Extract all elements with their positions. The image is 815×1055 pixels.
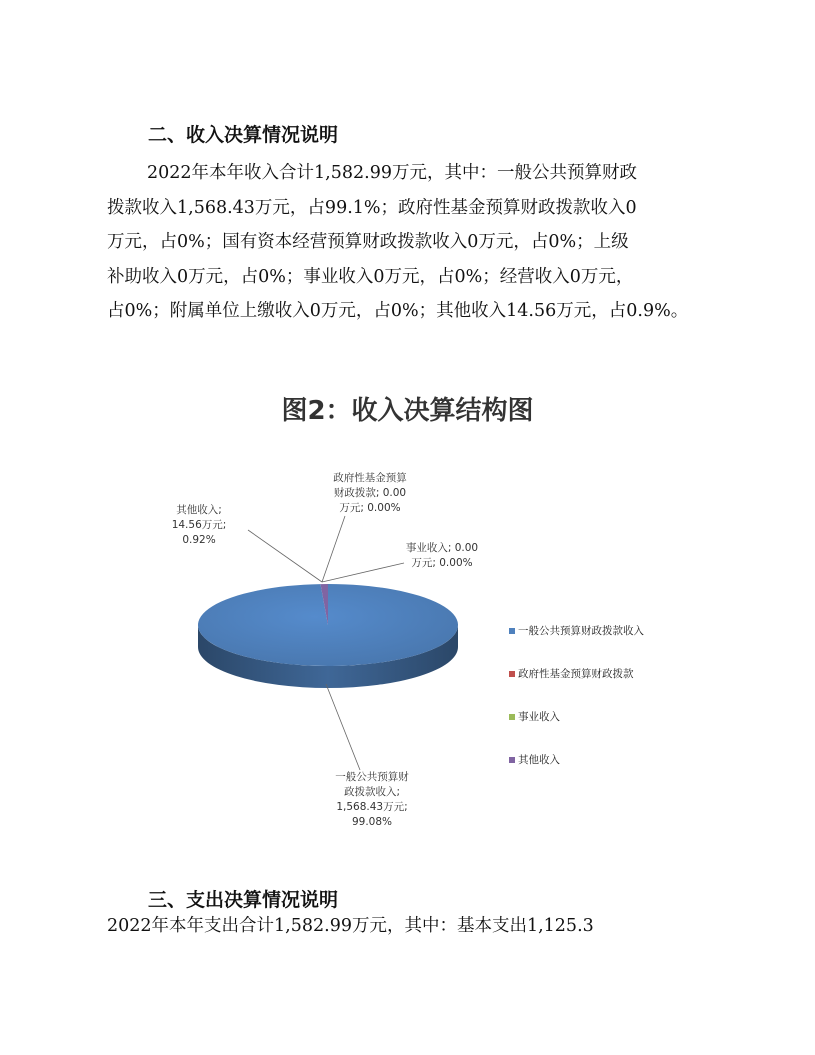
leader-line xyxy=(248,530,322,582)
data-label: 政府性基金预算 xyxy=(333,472,407,484)
chart-title: 图2：收入决算结构图 xyxy=(281,396,534,426)
data-label: 14.56万元; xyxy=(171,519,227,531)
data-label: 1,568.43万元; xyxy=(336,801,408,813)
data-label: 万元; 0.00% xyxy=(411,557,473,569)
paragraph-line: 2022年本年收入合计1,582.99万元，其中：一般公共预算财政 xyxy=(147,163,637,183)
data-label: 99.08% xyxy=(351,816,393,828)
legend-swatch xyxy=(509,628,515,634)
leader-line xyxy=(322,516,345,582)
leader-line xyxy=(322,563,404,582)
data-label: 其他收入; xyxy=(176,504,222,516)
data-label: 事业收入; 0.00 xyxy=(405,542,479,554)
legend-swatch xyxy=(509,757,515,763)
leader-line xyxy=(326,684,360,770)
paragraph-line: 补助收入0万元，占0%；事业收入0万元，占0%；经营收入0万元， xyxy=(107,266,634,287)
legend-label: 政府性基金预算财政拨款 xyxy=(518,668,634,680)
paragraph-line: 2022年本年支出合计1,582.99万元，其中：基本支出1,125.3 xyxy=(107,916,594,936)
legend-label: 事业收入 xyxy=(518,711,560,723)
section-heading: 三、支出决算情况说明 xyxy=(148,889,339,911)
paragraph-line: 万元，占0%；国有资本经营预算财政拨款收入0万元，占0%；上级 xyxy=(107,232,629,252)
paragraph-line: 占0%；附属单位上缴收入0万元，占0%；其他收入14.56万元，占0.9%。 xyxy=(107,301,689,321)
legend-swatch xyxy=(509,714,515,720)
section-heading: 二、收入决算情况说明 xyxy=(148,124,339,146)
legend-swatch xyxy=(509,671,515,677)
data-label: 万元; 0.00% xyxy=(339,502,401,514)
legend-label: 一般公共预算财政拨款收入 xyxy=(518,625,644,637)
expenditure-paragraph xyxy=(107,909,717,944)
legend-label: 其他收入 xyxy=(518,754,560,766)
data-label: 政拨款收入; xyxy=(343,786,401,798)
data-label: 0.92% xyxy=(182,534,216,546)
data-label: 一般公共预算财 xyxy=(335,771,409,783)
paragraph-line: 拨款收入1,568.43万元，占99.1%；政府性基金预算财政拨款收入0 xyxy=(107,197,637,218)
data-label: 财政拨款; 0.00 xyxy=(333,487,407,499)
